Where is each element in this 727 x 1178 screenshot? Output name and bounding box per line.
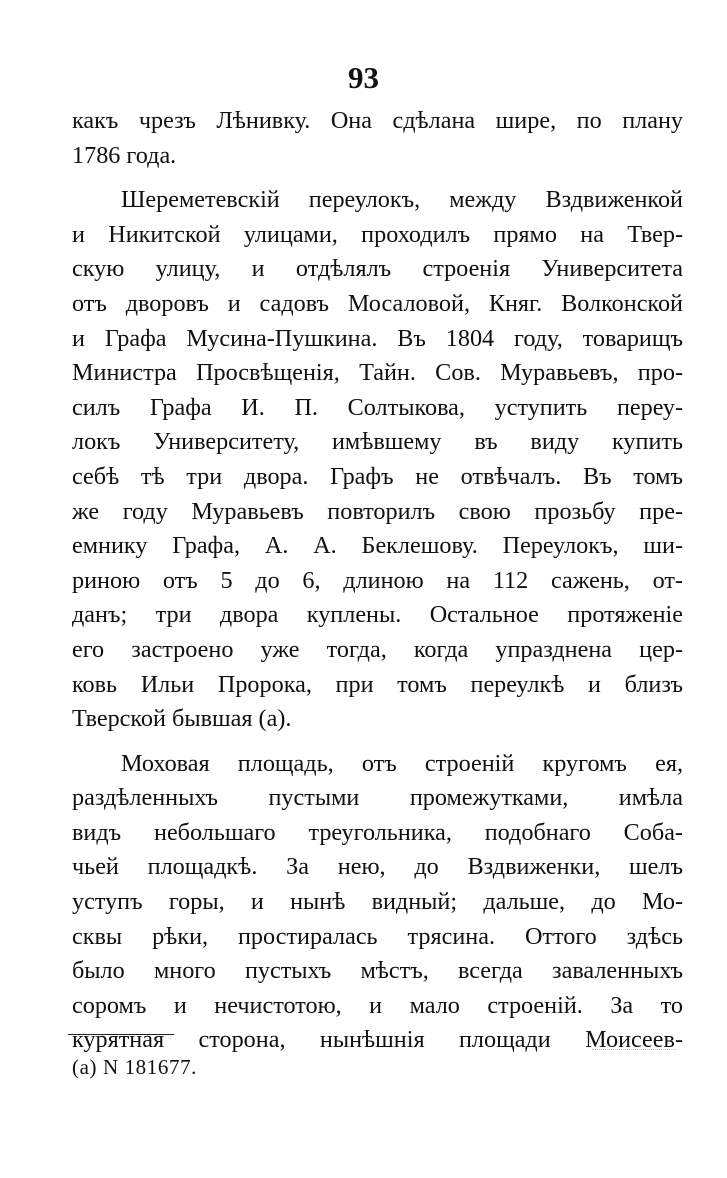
text-line: отъ дворовъ и садовъ Мосаловой, Княг. Волконской bbox=[72, 289, 683, 317]
text-line: силъ Графа И. П. Солтыкова, уступить переу- bbox=[72, 393, 683, 421]
text-line: же году Муравьевъ повторилъ свою прозьбу пре- bbox=[72, 497, 683, 525]
text-line: и Графа Мусина-Пушкина. Въ 1804 году, товарищъ bbox=[72, 324, 683, 352]
text-line: скую улицу, и отдѣлялъ строенія Университета bbox=[72, 255, 683, 283]
text-line: емнику Графа, А. А. Беклешову. Переулокъ, ши- bbox=[72, 532, 683, 560]
text-line: курятная сторона, нынѣшнія площади Моисеев- bbox=[72, 1026, 683, 1054]
page-number: 93 bbox=[348, 60, 379, 95]
text-line: видъ небольшаго треугольника, подобнаго Соба- bbox=[72, 818, 683, 846]
footnote: (а) N 181677. bbox=[72, 1055, 198, 1079]
paragraph-3 bbox=[72, 747, 683, 1058]
footnote-rule bbox=[68, 1034, 174, 1035]
text-line: было много пустыхъ мѣстъ, всегда заваленныхъ bbox=[72, 957, 683, 985]
print-speck bbox=[592, 1049, 676, 1050]
text-line: Моховая площадь, отъ строеній кругомъ ея, bbox=[121, 749, 683, 777]
text-line: уступъ горы, и нынѣ видный; дальше, до Мо- bbox=[72, 888, 683, 916]
text-line: Шереметевскій переулокъ, между Вздвиженкой bbox=[121, 186, 683, 214]
body-text bbox=[72, 104, 683, 1058]
text-line: какъ чрезъ Лѣнивку. Она сдѣлана шире, по плану bbox=[72, 107, 683, 134]
text-line: ковь Ильи Пророка, при томъ переулкѣ и близъ bbox=[72, 670, 683, 698]
text-line: себѣ тѣ три двора. Графъ не отвѣчалъ. Въ томъ bbox=[72, 462, 683, 490]
text-line: данъ; три двора куплены. Остальное протяженіе bbox=[72, 601, 683, 629]
text-line: сквы рѣки, простиралась трясина. Оттого здѣсь bbox=[72, 922, 683, 950]
text-line: соромъ и нечистотою, и мало строеній. За то bbox=[72, 991, 683, 1019]
text-line: риною отъ 5 до 6, длиною на 112 сажень, от- bbox=[72, 566, 683, 594]
text-line: 1786 года. bbox=[72, 141, 177, 169]
text-line: и Никитской улицами, проходилъ прямо на Твер- bbox=[72, 220, 683, 248]
text-line: локъ Университету, имѣвшему въ виду купить bbox=[72, 428, 683, 456]
text-line: Тверской бывшая (а). bbox=[72, 705, 292, 733]
text-line: раздѣленныхъ пустыми промежутками, имѣла bbox=[72, 784, 683, 812]
text-line: чьей площадкѣ. За нею, до Вздвиженки, шелъ bbox=[72, 853, 683, 881]
paragraph-1 bbox=[72, 104, 683, 173]
text-line: его застроено уже тогда, когда упразднена цер- bbox=[72, 635, 683, 663]
text-line: Министра Просвѣщенія, Тайн. Сов. Муравьевъ, про- bbox=[72, 359, 683, 387]
paragraph-2 bbox=[72, 183, 683, 737]
